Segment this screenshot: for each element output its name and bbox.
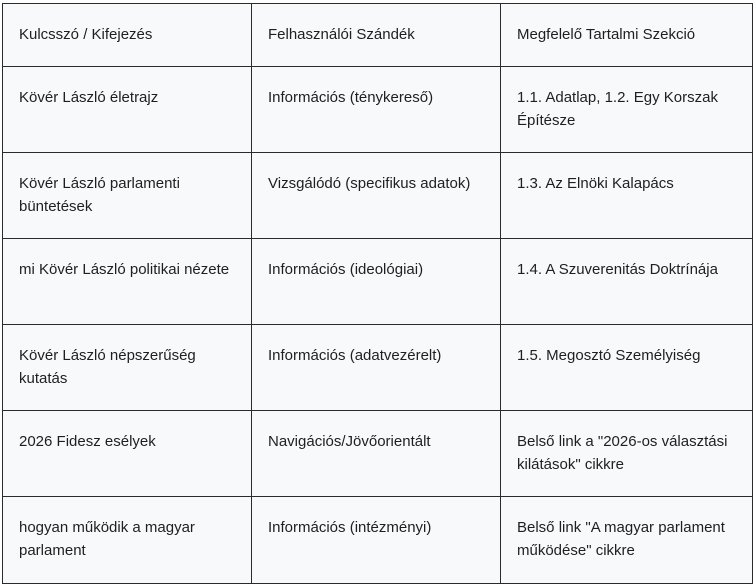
section-cell: 1.4. A Szuverenitás Doktrínája	[501, 239, 753, 325]
keyword-cell: 2026 Fidesz esélyek	[3, 411, 252, 497]
table-row	[3, 411, 753, 497]
intent-cell: Információs (ténykereső)	[252, 67, 501, 153]
keyword-table-container	[2, 3, 752, 584]
section-cell: 1.1. Adatlap, 1.2. Egy Korszak Építésze	[501, 67, 753, 153]
section-cell: Belső link a "2026-os választási kilátások" cikkre	[501, 411, 753, 497]
keyword-intent-table	[2, 3, 753, 584]
keyword-cell: Kövér László parlamenti büntetések	[3, 153, 252, 239]
intent-cell: Információs (ideológiai)	[252, 239, 501, 325]
table-row	[3, 497, 753, 584]
keyword-cell: mi Kövér László politikai nézete	[3, 239, 252, 325]
header-keyword: Kulcsszó / Kifejezés	[3, 4, 252, 67]
table-row	[3, 239, 753, 325]
intent-cell: Információs (intézményi)	[252, 497, 501, 584]
intent-cell: Vizsgálódó (specifikus adatok)	[252, 153, 501, 239]
section-cell: 1.3. Az Elnöki Kalapács	[501, 153, 753, 239]
header-content-section: Megfelelő Tartalmi Szekció	[501, 4, 753, 67]
keyword-cell: hogyan működik a magyar parlament	[3, 497, 252, 584]
section-cell: 1.5. Megosztó Személyiség	[501, 325, 753, 411]
table-header-row	[3, 4, 753, 67]
header-user-intent: Felhasználói Szándék	[252, 4, 501, 67]
intent-cell: Navigációs/Jövőorientált	[252, 411, 501, 497]
table-row	[3, 67, 753, 153]
table-row	[3, 325, 753, 411]
keyword-cell: Kövér László népszerűség kutatás	[3, 325, 252, 411]
table-row	[3, 153, 753, 239]
keyword-cell: Kövér László életrajz	[3, 67, 252, 153]
section-cell: Belső link "A magyar parlament működése" cikkre	[501, 497, 753, 584]
intent-cell: Információs (adatvezérelt)	[252, 325, 501, 411]
